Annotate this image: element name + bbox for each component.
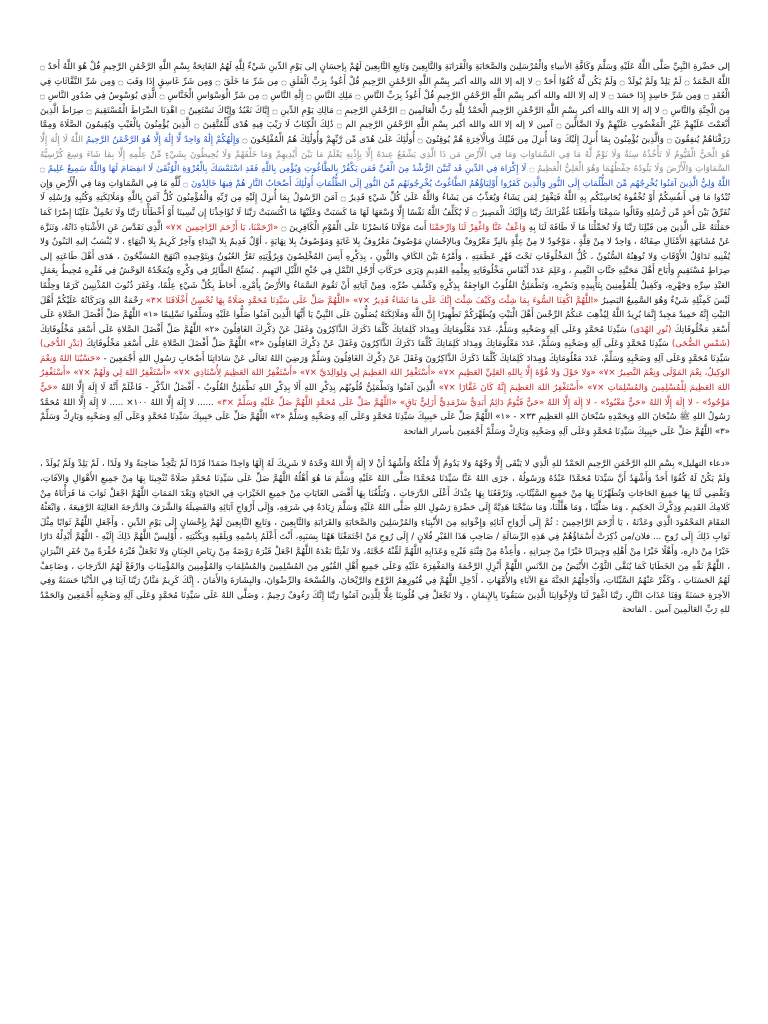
block1-segment: لَا إِكْرَاهَ فِي الدِّينِ قَد تَّبَيَّنَ الرُّشْدُ مِنَ الْغَيِّ فَمَن يَكْفُرْ بِالطَّاغُوتِ وَيُؤْمِن بِاللَّهِ فَقَدِ اسْتَمْسَكَ بِالْعُرْوَةِ الْوُثْقَىٰ لَا انفِصَامَ لَهَا وَاللَّهُ سَمِيعٌ عَلِيمٌ ۝ اللَّهُ وَلِيُّ الَّذِينَ آمَنُوا يُخْرِجُهُم مِّنَ الظُّلُمَاتِ إِلَى النُّورِ وَالَّذِينَ كَفَرُوا أَوْلِيَاؤُهُمُ الطَّاغُوتُ يُخْرِجُونَهُم مِّنَ النُّورِ إِلَى الظُّلُمَاتِ أُولَٰئِكَ أَصْحَابُ النَّارِ هُمْ فِيهَا خَالِدُونَ ۝ (40, 164, 730, 189)
block1-segment: «حَيٌّ مَوْجُودٌ» - لا إِلَهَ إِلَّا اللهُ «حَيٌّ مَعْبُودٌ» - لا إِلَهَ إِلَّا اللهُ «حَيٌّ قَيُّومٌ دَائِمٌ أَبَدِيٌّ سَرْمَدِيٌّ أَزَلِيٌّ بَاقٍ» «اللَّهُمَّ صَلِّ عَلَى مُحَمَّدٍ اللَّهُمَّ صَلِّ عَلَيْهِ وَسَلِّمْ ×٣» (40, 383, 731, 408)
block1-segment: (شَمْسِ الضُّحَى) (671, 339, 731, 350)
block1-segment: (نُورِ الهُدَى) (630, 324, 672, 335)
block1-segment: سَيِّدِنَا مُحَمَّدٍ وَعَلَى آلِهِ وَصَحْبِهِ وَسَلِّمْ، عَدَدَ مَعْلُومَاتِكَ وَمِدَادَ كَلِمَاتِكَ كُلَّمَا ذَكَرَكَ الذَّاكِرُونَ وَغَفَلَ عَنْ ذِكْرِكَ الغَافِلُونَ «٢» اللَّهُمَّ صَلِّ أَفْضَلَ الصَّلاةِ عَلَى أَسْعَدِ مَخْلُوقَاتِكَ (40, 324, 627, 335)
block1-segment: بِسْمِ اللَّهِ الرَّحْمَٰنِ الرَّحِيمِ الْحَمْدُ لِلَّهِ رَبِّ الْعَالَمِينَ ۝ الرَّحْمَٰنِ الرَّحِيمِ ۝ مَالِكِ يَوْمِ الدِّينِ ۝ إِيَّاكَ نَعْبُدُ وَإِيَّاكَ نَسْتَعِينُ ۝ اهْدِنَا الصِّرَاطَ الْمُسْتَقِيمَ ۝ صِرَاطَ الَّذِينَ أَنْعَمْتَ عَلَيْهِمْ غَيْرِ الْمَغْضُوبِ عَلَيْهِمْ وَلَا الضَّالِّينَ ۝ آمين لا إله إلا الله والله أكبر (40, 105, 731, 131)
block1-segment: اللَّهُ لَا إِلَٰهَ إِلَّا هُوَ الْحَيُّ الْقَيُّومُ لَا تَأْخُذُهُ سِنَةٌ وَلَا نَوْمٌ لَّهُ مَا فِي السَّمَاوَاتِ وَمَا فِي الْأَرْضِ مَن ذَا الَّذِي يَشْفَعُ عِندَهُ إِلَّا بِإِذْنِهِ يَعْلَمُ مَا بَيْنَ أَيْدِيهِمْ وَمَا خَلْفَهُمْ وَلَا يُحِيطُونَ بِشَيْءٍ مِّنْ عِلْمِهِ إِلَّا بِمَا شَاءَ وَسِعَ كُرْسِيُّهُ السَّمَاوَاتِ وَالْأَرْضَ وَلَا يَئُودُهُ حِفْظُهُمَا وَهُوَ الْعَلِيُّ الْعَظِيمُ ۝ (40, 134, 731, 175)
block1-segment: إلى حَضْرةِ النَّبِيِّ صَلَّى اللَّهُ عَلَيْهِ وَسَلَّمَ وَكَافَّةِ الأنبياءِ وَالْمُرْسَلِينَ وَالصَّحَابَةِ وَالْقَرَابَةِ وَالتَّابِعِينَ وَتَابِعِ التَّابِعِينَ لَهُمْ بِإحسَانٍ إلى يَوْمِ الدِّينِ شَيْءٌ لِلَّهِ لَهُمُ الفَاتِحَةُ (192, 62, 731, 72)
block1-segment: سَيِّدِنَا مُحَمَّدٍ وَعَلَى آلِهِ وَصَحْبِهِ وَسَلِّمْ، عَدَدَ مَعْلُومَاتِكَ وَمِدَادَ كَلِمَاتِكَ كُلَّمَا ذَكَرَكَ الذَّاكِرُونَ وَغَفَلَ عَنْ ذِكْرِكَ الغَافِلُونَ «٣» اللَّهُمَّ صَلِّ أَفْضَلَ الصَّلاةِ عَلَى أَسْعَدِ مَخْلُوقَاتِكَ (86, 339, 669, 350)
block1-segment: (بَدْرِ الدُّجَى) (40, 339, 83, 350)
block1-segment: رَحْمَةُ اللهِ وَبَرَكَاتُهُ عَلَيْكُمْ أَهْلَ البَيْتِ إِنَّهُ حَمِيدٌ مَجِيدٌ إِنَّمَا يُرِيدُ اللَّهُ لِيُذْهِبَ عَنكُمُ الرِّجْسَ أَهْلَ الْبَيْتِ وَيُطَهِّرَكُمْ تَطْهِيرًا إِنَّ اللَّهَ وَمَلَائِكَتَهُ يُصَلُّونَ عَلَى النَّبِيِّ يَا أَيُّهَا الَّذِينَ آمَنُوا صَلُّوا عَلَيْهِ وَسَلِّمُوا تَسْلِيمًا «١» اللَّهُمَّ صَلِّ أَفْضَلَ الصَّلاةِ عَلَى أَسْعَدِ مَخْلُوقَاتِكَ (40, 295, 731, 335)
block1-segment: بِسْمِ اللَّهِ الرَّحْمَٰنِ الرَّحِيمِ قُلْ أَعُوذُ بِرَبِّ الْفَلَقِ ۝ مِن شَرِّ مَا خَلَقَ ۝ وَمِن شَرِّ غَاسِقٍ إِذَا وَقَبَ ۝ وَمِن شَرِّ النَّفَّاثَاتِ فِي الْعُقَدِ ۝ وَمِن شَرِّ حَاسِدٍ إِذَا حَسَدَ ۝ لا إله إلا الله والله أكبر (40, 76, 730, 102)
block1-segment: «اللَّهُمَّ اكْفِنَا السُّوءَ بِمَا شِئْتَ وَكَيْفَ شِئْتَ إِنَّكَ عَلَى مَا تَشَاءُ قَدِيرٌ ×٧» «اللَّهُمَّ صَلِّ عَلَى سَيِّدِنَا مُحَمَّدٍ صَلَاةً بِهَا تُحْسِنُ أَخْلَاقَنَا ×٣» (145, 295, 599, 306)
block1-segment: وَاعْفُ عَنَّا وَاغْفِرْ لَنَا وَارْحَمْنَا (429, 222, 526, 233)
block1-segment: «ارْحَمْنَا، يَا أَرْحَمَ الرَّاحِمِينَ ×٧» (165, 222, 279, 233)
quranic-recitation-block (40, 60, 730, 439)
block1-segment: الَّذِي تَقَدَّسَ عَنِ الأَشْبَاهِ ذَاتُهُ، وَتَنَزَّهَ عَنْ مُشَابَهَةِ الأَمْثَالِ صِفَاتُهُ ، وَاحِدٌ لا مِنْ قِلَّةٍ ، مَوْجُودٌ لا مِنْ عِلَّةٍ بالبِرِّ مَعْرُوفٌ وَبالإحْسَانِ مَوْصُوفٌ مَعْرُوفٌ بِلا غَايَةٍ وَمَوْصُوفٌ بِلا نِهَايَةٍ ، أوَّلٌ قَدِيمٌ بِلا ابْتِدَاءٍ وَآخِرٌ كَرِيمٌ بِلا انْتِهَاءٍ ، لا يُنْسَبُ إليهِ البَنُونُ وَلا يُفْنِيهِ تَدَاوُلُ الأَوْقَاتِ وَلا تُوهِنُهُ السُّنُونُ ، كُلُّ المَخْلُوقَاتِ تَحْتَ قَهْرِ عَظَمَتِهِ ، وَأَمْرُهُ بَيْنَ الكَافِ وَالنُّونِ ، بِذِكْرِهِ أَنِسَ المُخْلِصُونَ وَبِرُؤْيَتِهِ تَقَرُّ العُيُونُ وَبِتَوْحِيدِهِ ابْتَهَجَ المُسَبِّحُونَ ، هَدَى أَهْلَ طَاعَتِهِ إلى صِرَاطٍ مُسْتَقِيمٍ وَأَبَاحَ أَهْلَ مَحَبَّتِهِ جَنَّاتِ النَّعِيمِ ، وَعَلِمَ عَدَدَ أَنْفَاسِ مَخْلُوقَاتِهِ بِعِلْمِهِ القَدِيمِ وَيَرَى حَرَكَاتِ أَرْجُلِ النَّمْلِ فِي جُنْحِ اللَّيْلِ البَهِيمِ . يُسَبِّحُ الطَّائِرُ فِي وَكْرِهِ وَيُمَجِّدُهُ الوَحْشُ فِي قَفْرِهِ مُحِيطٌ بِعَمَلِ العَبْدِ سِرِّهِ وَجَهْرِهِ، وَكَفِيلٌ لِلْمُؤْمِنِينَ بِتَأْيِيدِهِ وَنَصْرِهِ، وَتَطْمَئِنُّ القُلُوبُ الوَاجِفَةُ بِذِكْرِهِ وَكَشْفِ ضُرِّهِ. وَمِنْ آيَاتِهِ أَنْ تَقُومَ السَّمَاءُ وَالأَرْضُ بِأَمْرِهِ. أَحَاطَ بِكُلِّ شَيْءٍ عِلْمًا، وَغَفَرَ ذُنُوبَ المُذْنِبِينَ كَرَمًا وَحِلْمًا لَيْسَ كَمِثْلِهِ شَيْءٌ وَهُوَ السَّمِيعُ البَصِيرُ (40, 222, 731, 306)
block1-segment: بِسْمِ اللَّهِ الرَّحْمَٰنِ الرَّحِيمِ قُلْ أَعُوذُ بِرَبِّ النَّاسِ ۝ مَلِكِ النَّاسِ ۝ إِلَٰهِ النَّاسِ ۝ مِن شَرِّ الْوَسْوَاسِ الْخَنَّاسِ ۝ الَّذِي يُوَسْوِسُ فِي صُدُورِ النَّاسِ ۝ مِنَ الْجِنَّةِ وَالنَّاسِ ۝ لا إله إلا الله والله أكبر (40, 91, 731, 116)
block1-segment: أَنتَ مَوْلَانَا فَانصُرْنَا عَلَى الْقَوْمِ الْكَافِرِينَ ۝ (281, 222, 427, 233)
block1-segment: وَإِلَٰهُكُمْ إِلَٰهٌ وَاحِدٌ لَّا إِلَٰهَ إِلَّا هُوَ الرَّحْمَٰنُ الرَّحِيمُ (85, 134, 240, 145)
block1-segment: ...... لا إِلَهَ إِلَّا اللهُ ١٠٠× ..... لا إِلَهَ إِلَّا اللهُ مُحَمَّدٌ رَسُولُ اللهِ ﷺ سُبْحَانَ اللهِ وَبِحَمْدِهِ سُبْحَانَ اللهِ العَظِيمِ ٣٣× - «١» اللَّهُمَّ صَلِّ عَلَى حَبِيبِكَ سَيِّدِنَا مُحَمَّدٍ وَعَلَى آلِهِ وَصَحْبِهِ وَسَلِّمْ «٢» اللَّهُمَّ صَلِّ عَلَى حَبِيبِكَ سَيِّدِنَا مُحَمَّدٍ وَعَلَى آلِهِ وَصَحْبِهِ وَبَارِكْ وَسَلِّمْ «٣» اللَّهُمَّ صَلِّ عَلَى حَبِيبِكَ سَيِّدِنَا مُحَمَّدٍ وَعَلَى آلِهِ وَصَحْبِهِ وَبَارِكْ وَسَلِّمْ أَجْمَعِينَ بأسرار الفاتحة (40, 397, 730, 437)
block1-segment: سَيِّدِنَا مُحَمَّدٍ وَعَلَى آلِهِ وَصَحْبِهِ وَسَلِّمْ، عَدَدَ مَعْلُومَاتِكَ وَمِدَادَ كَلِمَاتِكَ كُلَّمَا ذَكَرَكَ الذَّاكِرُونَ وَغَفَلَ عَنْ ذِكْرِكَ الغَافِلُونَ وَسَلِّمْ وَرَضِيَ اللهُ تَعَالَى عَنْ سَادَاتِنَا أَصْحَابِ رَسُولِ اللهِ أَجْمَعِينَ - (103, 353, 731, 364)
block1-segment: «حَسْبُنَا اللهُ وَنِعْمَ الوَكِيلُ، نِعْمَ المَوْلَى وَنِعْمَ النَّصِيرُ ×٧» «وَلا حَوْلَ وَلا قُوَّةَ إِلَّا بِاللهِ العَلِيِّ العَظِيمِ ×٧» «أَسْتَغْفِرُ اللهَ العَظِيمَ لِي وَلِوَالِدَيَّ ×٧» «أَسْتَغْفِرُ اللهَ العَظِيمَ لِأُسْتَاذِي ×٧» «أَسْتَغْفِرُ اللهَ لِي وَلَهُمْ ×٧» «أَسْتَغْفِرُ اللهَ العَظِيمَ لِلْمُسْلِمِينَ وَالمُسْلِمَاتِ ×٧» «أَسْتَغْفِرُ اللهَ العَظِيمَ إِنَّهُ كَانَ غَفَّارًا ×٧» (40, 353, 731, 394)
block1-segment: الَّذِينَ آمَنُوا وَتَطْمَئِنُّ قُلُوبُهُم بِذِكْرِ اللهِ أَلَا بِذِكْرِ اللهِ تَطْمَئِنُّ القُلُوبُ - أَفْضَلُ الذِّكْرِ - فَاعْلَمْ أَنَّهُ لَا إِلَهَ إِلَّا اللهُ (61, 383, 436, 394)
tahlil-prayer-block (40, 457, 730, 618)
block1-segment: بِسْمِ اللَّهِ الرَّحْمَٰنِ الرَّحِيمِ قُلْ هُوَ اللَّهُ أَحَدٌ ۝ اللَّهُ الصَّمَدُ ۝ لَمْ يَلِدْ وَلَمْ يُولَدْ ۝ وَلَمْ يَكُن لَّهُ كُفُوًا أَحَدٌ ۝ لا إله إلا الله والله أكبر (40, 62, 730, 87)
block2-segment: «دعاء التهليل» بِسْمِ اللهِ الرَّحْمَنِ الرَّحِيمِ الحَمْدُ للهِ الَّذِي لا يَبْقَى إِلَّا وَجْهُهُ وَلا يَدُومُ إِلَّا مُلْكُهُ وَأَشْهَدُ أَنْ لا إِلَهَ إِلَّا اللهُ وَحْدَهُ لا شَرِيكَ لَهُ إِلَهًا وَاحِدًا صَمَدًا فَرْدًا لَمْ يَتَّخِذْ صَاحِبَةً وَلا وَلَدًا ، لَمْ يَلِدْ وَلَمْ يُولَدْ ، وَلَمْ يَكُنْ لَهُ كُفُوًا أَحَدٌ وَأَشْهَدُ أَنَّ سَيِّدَنَا مُحَمَّدًا عَبْدُهُ وَرَسُولُهُ ، جَزَى اللهُ عَنَّا سَيِّدَنَا مُحَمَّدًا صَلَّى اللهُ عَلَيْهِ وَسَلَّمَ مَا هُوَ أَهْلُهُ اللَّهُمَّ صَلِّ عَلَى سَيِّدِنَا مُحَمَّدٍ صَلَاةً تُنْجِينَا بِهَا مِنْ جَمِيعِ الأَهْوَالِ وَالآفَاتِ، وَتَقْضِي لَنَا بِهَا جَمِيعَ الحَاجَاتِ وَتُطَهِّرُنَا بِهَا مِنْ جَمِيعِ السَّيِّئَاتِ، وَتَرْفَعُنَا بِهَا عِنْدَكَ أَعْلَى الدَّرَجَاتِ ، وَتُبَلِّغُنَا بِهَا أَقْصَى الغَايَاتِ مِنْ جَمِيعِ الخَيْرَاتِ فِي الحَيَاةِ وَبَعْدَ المَمَاتِ اللَّهُمَّ اجْعَلْ ثَوَابَ مَا قَرَأْنَاهُ مِنْ كَلامِكَ القَدِيمِ وَذِكْرِكَ الحَكِيمِ ، وَمَا صَلَّيْنَا ، وَمَا هَلَّلْنَا، وَمَا سَبَّحْنَا هَدِيَّةً إِلَى حَضْرَةِ رَسُولِ اللهِ صَلَّى اللهُ عَلَيْهِ وَسَلَّمَ زِيَادَةً فِي شَرَفِهِ، وَإِلَى أَرْوَاحِ آبَائِهِ وَالفَضِيلَةَ وَالشَّرَفَ وَالدَّرَجَةَ العَالِيَةَ الرَّفِيعَةَ ، وَابْعَثْهُ المَقَامَ المَحْمُودَ الَّذِي وَعَدْتَهُ ، يَا أَرْحَمَ الرَّاحِمِينَ : ثُمَّ إِلَى أَرْوَاحِ آبَائِهِ وَإِخْوَانِهِ مِنَ الأَنْبِيَاءِ وَالمُرْسَلِينَ وَالصَّحَابَةِ وَالقَرَابَةِ وَالتَّابِعِينَ ، وَتَابِعِ التَّابِعِينَ لَهُمْ بِإِحْسَانٍ إِلَى يَوْمِ الدِّينِ ، وَأَجْعَلِ اللَّهُمَّ ثَوَابًا مِثْلَ ثَوَابِ ذَلِكَ إِلَى رُوحِ ... فلان/من ذُكِرَتْ أَسْمَاؤُهُمْ فِي هَذِهِ الرِّسَالَةِ / صَاحِبِ هَذَا القَبْرِ فُلانٍ / إِلَى رُوحِ مَنْ اجْتَمَعْنَا هَهُنَا بِسَبَبِهِ، أَنْتَ أَعْلَمُ بِاسْمِهِ وَبِلَقَبِهِ وَبِكُنْيَتِهِ ، أُوْلِيسْ اللَّهُمَّ ذَلِكَ إِلَيْهِ - اللَّهُمَّ أَبْدِلْهُ دَارًا خَيْرًا مِنْ دَارِهِ، وَأَهْلًا خَيْرًا مِنْ أَهْلِهِ وَجِيرَانًا خَيْرًا مِنْ جِيرَانِهِ ، وَأَعِذْهُ مِنْ فِتْنَةِ قَبْرِهِ وَعَذَابِهِ اللَّهُمَّ لَقِّنْهُ حُجَّتَهُ، وَلا تَفْتِنَّا بَعْدَهُ اللَّهُمَّ اجْعَلْ قَبْرَهُ رَوْضَةً مِنْ رِيَاضِ الجِنَانِ وَلا تَجْعَلْ قَبْرَهُ حُفْرَةً مِنْ حُفَرِ النِّيرَانِ ، اللَّهُمَّ نَقِّهِ مِنَ الخَطَايَا كَمَا يُنَقَّى الثَّوْبُ الأَبْيَضُ مِنَ الدَّنَسِ اللَّهُمَّ أَنْزِلِ الرَّحْمَةَ وَالمَغْفِرَةَ عَلَيْهِ وَعَلَى جَمِيعِ أَهْلِ القُبُورِ مِنَ المُسْلِمِينَ وَالمُسْلِمَاتِ وَالمُؤْمِنِينَ وَالمُؤْمِنَاتِ وَارْفَعْ لَهُمُ الدَّرَجَاتِ ، وَضَاعِفْ لَهُمُ الحَسَنَاتِ ، وَكَفِّرْ عَنْهُمُ السَّيِّئَاتِ، وَأَدْخِلْهُمُ الجَنَّةَ مَعَ الآبَاءِ وَالأُمَّهَاتِ ، أَدْخِلِ اللَّهُمَّ فِي قُبُورِهِمُ الرَّوْحَ وَالرَّيْحَانَ، وَالفُسْحَةَ وَالرِّضْوَانَ، وَالبِشَارَةَ وَالأَمَانَ ، إِنَّكَ كَرِيمٌ مَنَّانٌ رَبَّنَا آتِنَا فِي الدُّنْيَا حَسَنَةً وَفِي الآخِرَةِ حَسَنَةً وَقِنَا عَذَابَ النَّارِ، رَبَّنَا اغْفِرْ لَنَا وَلإِخْوَانِنَا الَّذِينَ سَبَقُونَا بِالإِيمَانِ ، وَلا تَجْعَلْ فِي قُلُوبِنَا غِلًّا لِلَّذِينَ آمَنُوا رَبَّنَا إِنَّكَ رَءُوفٌ رَحِيمٌ ، وَصَلَّى اللهُ عَلَى سَيِّدِنَا مُحَمَّدٍ وَعَلَى آلِهِ وَصَحْبِهِ أَجْمَعِينَ وَالحَمْدُ للهِ رَبِّ العَالَمِينَ آمين . الفاتحة (40, 459, 730, 616)
block1-segment: بِسْمِ اللَّهِ الرَّحْمَٰنِ الرَّحِيمِ الم ۝ ذَٰلِكَ الْكِتَابُ لَا رَيْبَ فِيهِ هُدًى لِّلْمُتَّقِينَ ۝ الَّذِينَ يُؤْمِنُونَ بِالْغَيْبِ وَيُقِيمُونَ الصَّلَاةَ وَمِمَّا رَزَقْنَاهُمْ يُنفِقُونَ ۝ وَالَّذِينَ يُؤْمِنُونَ بِمَا أُنزِلَ إِلَيْكَ وَمَا أُنزِلَ مِن قَبْلِكَ وَبِالْآخِرَةِ هُمْ يُوقِنُونَ ۝ أُولَٰئِكَ عَلَىٰ هُدًى مِّن رَّبِّهِمْ وَأُولَٰئِكَ هُمُ الْمُفْلِحُونَ ۝ (40, 120, 731, 145)
document-page (40, 60, 730, 618)
block1-segment: لِّلَّهِ مَا فِي السَّمَاوَاتِ وَمَا فِي الْأَرْضِ وَإِن تُبْدُوا مَا فِي أَنفُسِكُمْ أَوْ تُخْفُوهُ يُحَاسِبْكُم بِهِ اللَّهُ فَيَغْفِرُ لِمَن يَشَاءُ وَيُعَذِّبُ مَن يَشَاءُ وَاللَّهُ عَلَىٰ كُلِّ شَيْءٍ قَدِيرٌ ۝ آمَنَ الرَّسُولُ بِمَا أُنزِلَ إِلَيْهِ مِن رَّبِّهِ وَالْمُؤْمِنُونَ كُلٌّ آمَنَ بِاللَّهِ وَمَلَائِكَتِهِ وَكُتُبِهِ وَرُسُلِهِ لَا نُفَرِّقُ بَيْنَ أَحَدٍ مِّن رُّسُلِهِ وَقَالُوا سَمِعْنَا وَأَطَعْنَا غُفْرَانَكَ رَبَّنَا وَإِلَيْكَ الْمَصِيرُ ۝ لَا يُكَلِّفُ اللَّهُ نَفْسًا إِلَّا وُسْعَهَا لَهَا مَا كَسَبَتْ وَعَلَيْهَا مَا اكْتَسَبَتْ رَبَّنَا لَا تُؤَاخِذْنَا إِن نَّسِينَا أَوْ أَخْطَأْنَا رَبَّنَا وَلَا تَحْمِلْ عَلَيْنَا إِصْرًا كَمَا حَمَلْتَهُ عَلَى الَّذِينَ مِن قَبْلِنَا رَبَّنَا وَلَا تُحَمِّلْنَا مَا لَا طَاقَةَ لَنَا بِهِ (40, 178, 731, 233)
block2-paragraph (40, 457, 730, 618)
block1-paragraph (40, 60, 730, 439)
section-separator (40, 439, 730, 457)
